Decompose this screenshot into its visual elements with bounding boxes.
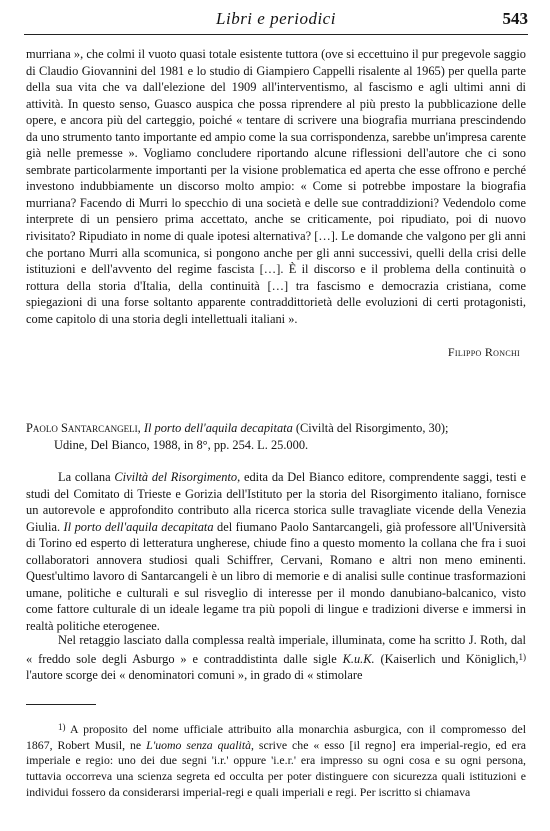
review-citation: Paolo Santarcangeli, Il porto dell'aquila decapitata (Civiltà del Risorgimento, 30); Udine, Del Bianco, 1988, in 8°, pp. 254. L. 25.000. bbox=[26, 420, 496, 453]
para3-kuk: K.u.K. bbox=[342, 651, 375, 666]
para3-text-c: l'autore scorge dei « denominatori comuni », in grado di « stimolare bbox=[26, 668, 363, 683]
para2-text-b: , edita da Del Bianco editore, comprendente saggi, testi e studi del Comitato di Trieste e Gorizia dell'Istituto per la storia del Risorgimento italiano, fornisce un autorevole e approfondito contributo alla ricerca storica sulle travagliate vicende della Venezia Giulia. bbox=[26, 470, 526, 534]
page-header bbox=[24, 6, 528, 35]
paragraph-murri-conclusion: murriana », che colmi il vuoto quasi totale esistente tuttora (ove si eccettuino il pur pregevole saggio di Claudio Giovannini del 1981 e lo studio di Giampiero Cappelli risalente al 1965) per quella parte della sua vita che va dall'elezione del 1909 all'interventismo, al fascismo e agli ultimi anni di attività. In questo senso, Guasco auspica che possa riprendere al più presto la pubblicazione delle opere, e ancora più del carteggio, poiché « tentare di scrivere una biografia murriana prescindendo da uno strumento tanto importante ed ampio come la sua corrispondenza, sarebbe un'impresa carente già nelle premesse ». Vogliamo concludere riportando alcune riflessioni dell'autore che ci sono sembrate particolarmente importanti per la visione problematica ed aperta che esse offrono e perché investono indubbiamente un discorso molto ampio: « Come si potrebbe impostare la biografia murriana? Facendo di Murri lo specchio di una società e delle sue contraddizioni? Vedendolo come interprete di un pensiero prima accettato, anche se criticamente, poi ripudiato, poi di nuovo rivisitato? Ripudiato in nome di quale ipotesi alternativa? […]. Le domande che valgono per gli anni che portano Murri alla scomunica, si pongono anche per gli anni successivi, quelli della crisi delle istituzioni e dell'avvento del regime fascista […]. È il discorso e il problema della continuità o rottura della storia d'Italia, della continuità […] tra fascismo e democrazia cristiana, come spiegazioni di una forse soltanto apparente contraddittorietà delle evoluzioni di certi protagonisti, come capitolo di una storia degli intellettuali italiani ». bbox=[26, 47, 526, 326]
citation-publisher: Udine, Del Bianco, 1988, in 8°, pp. 254. L. 25.000. bbox=[54, 437, 309, 452]
reviewer-signature: Filippo Ronchi bbox=[447, 345, 520, 359]
footnote-rule bbox=[26, 704, 96, 705]
page-number: 543 bbox=[502, 9, 528, 28]
paragraph-collana bbox=[26, 469, 526, 634]
para2-text-a: La collana bbox=[58, 470, 115, 484]
footnote-text-a: A proposito del nome ufficiale attribuito alla monarchia asburgica, con il compromesso del 1867, Robert Musil, ne bbox=[26, 722, 526, 752]
para2-text-c: del fiumano Paolo Santarcangeli, già professore all'Università di Torino ed esperto di letteratura ungherese, chiude fino a questo momento la collana che fra i suoi collaboratori annovera studiosi quali Schiffrer, Cervani, Romano e altri non meno eminenti. Quest'ultimo lavoro di Santarcangeli è un libro di memorie e di analisi sulle continue trasformazioni umane, politiche e culturali e sul risveglio di interesse per il mondo danubiano-balcanico, visto come fattore culturale di un ideale legame tra più popoli di lingue e tradizioni diverse e immersi in realtà politiche eterogenee. bbox=[26, 519, 527, 633]
footnote-mark: 1) bbox=[58, 722, 66, 732]
para2-book-title: Il porto dell'aquila decapitata bbox=[63, 519, 214, 534]
citation-series: (Civiltà del Risorgimento, 30); bbox=[295, 421, 449, 435]
running-title: Libri e periodici bbox=[216, 9, 336, 28]
para3-text-a: Nel retaggio lasciato dalla complessa realtà imperiale, illuminata, come ha scritto J. Roth, dal « freddo sole degli Asburgo » e contraddistinta dalle sigle bbox=[26, 633, 526, 666]
citation-author: Paolo Santarcangeli bbox=[26, 421, 138, 435]
para3-text-b: (Kaiserlich und Königlich, bbox=[374, 651, 519, 666]
citation-title: Il porto dell'aquila decapitata bbox=[143, 421, 293, 435]
footnote-reference: 1) bbox=[518, 651, 527, 662]
footnote-1 bbox=[26, 720, 526, 801]
footnote-book-title: L'uomo senza qualità bbox=[146, 737, 252, 752]
para2-series-title: Civiltà del Risorgimento bbox=[114, 470, 238, 484]
paragraph-retaggio bbox=[26, 632, 526, 684]
footnote-text-b: , scrive che « esso [il regno] era imperial-regio, ed era imperiale e regio: uno dei due segni 'i.r.' oppure 'i.e.r.' era impresso su ogni cosa e su ogni persona, tuttavia occorreva una scienza segreta ed occulta per poter distinguere con sicurezza quali istituzioni e individui fossero da considerarsi imperial-regi e quali imperiali e regi. Per iscritto si chiamava bbox=[26, 737, 526, 799]
